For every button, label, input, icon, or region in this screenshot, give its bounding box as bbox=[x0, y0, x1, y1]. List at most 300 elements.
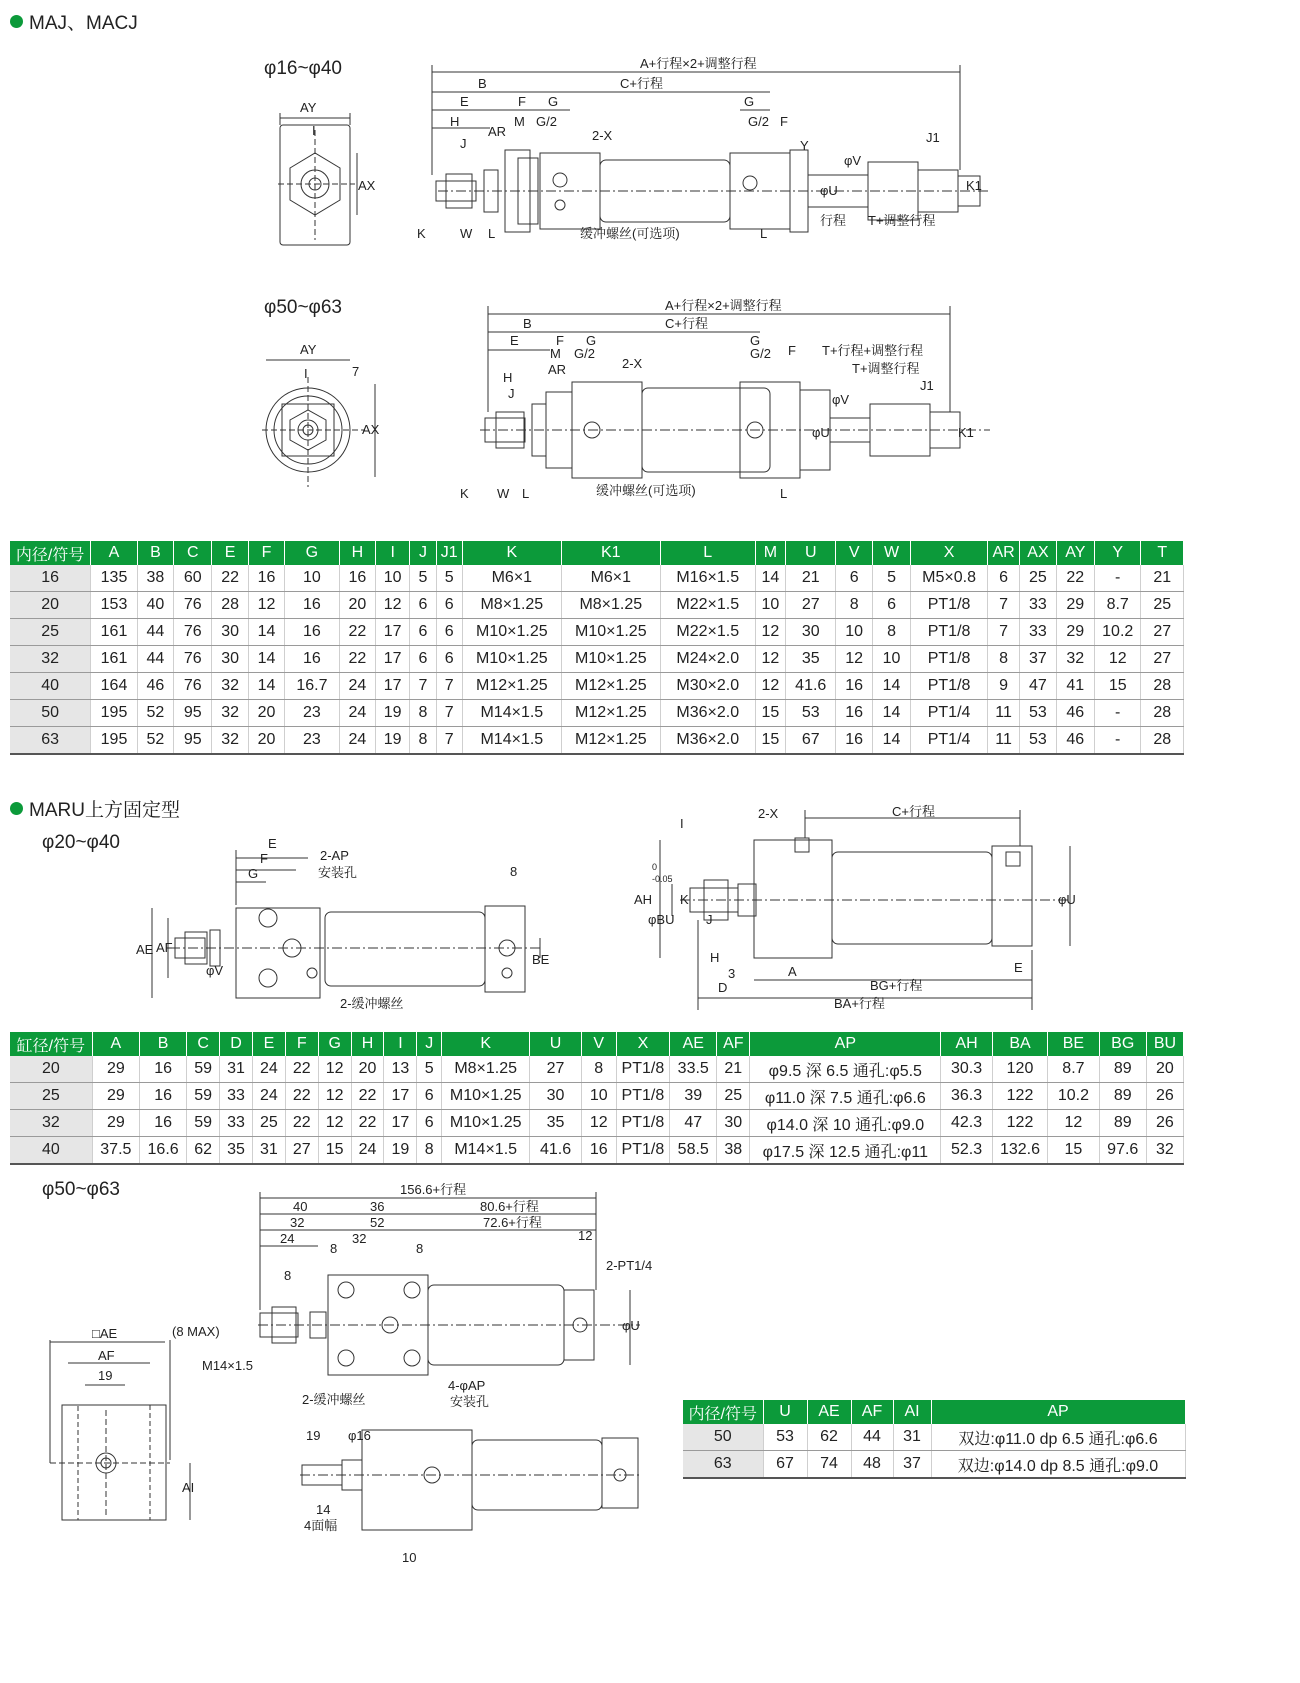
svg-text:φU: φU bbox=[622, 1318, 640, 1333]
column-header: F bbox=[285, 1032, 318, 1056]
table-cell: M6×1 bbox=[561, 565, 660, 592]
table-cell: 47 bbox=[670, 1110, 717, 1137]
table-cell: 25 bbox=[1020, 565, 1056, 592]
table-cell: 30.3 bbox=[941, 1056, 992, 1083]
svg-text:BE: BE bbox=[532, 952, 550, 967]
svg-text:G/2: G/2 bbox=[750, 346, 771, 361]
svg-text:M: M bbox=[514, 114, 525, 129]
table-cell: 95 bbox=[174, 700, 212, 727]
table-cell: 8 bbox=[410, 727, 436, 755]
table-cell: 14 bbox=[755, 565, 785, 592]
table-cell: - bbox=[1094, 727, 1140, 755]
table-cell: 20 bbox=[351, 1056, 384, 1083]
svg-text:H: H bbox=[450, 114, 460, 129]
table-cell: 33 bbox=[220, 1110, 253, 1137]
table-cell: 195 bbox=[91, 727, 137, 755]
table-cell: 6 bbox=[987, 565, 1019, 592]
table-cell: 15 bbox=[1048, 1137, 1099, 1165]
svg-text:G: G bbox=[744, 94, 755, 109]
row-label-cell: 16 bbox=[10, 565, 91, 592]
table-cell: 52.3 bbox=[941, 1137, 992, 1165]
svg-text:2-缓冲螺丝: 2-缓冲螺丝 bbox=[302, 1392, 366, 1407]
table-cell: 12 bbox=[318, 1056, 351, 1083]
svg-text:12: 12 bbox=[578, 1228, 593, 1243]
svg-text:32: 32 bbox=[352, 1231, 367, 1246]
table-cell: 74 bbox=[807, 1451, 851, 1479]
table-cell: PT1/8 bbox=[911, 673, 988, 700]
table-cell: 35 bbox=[530, 1110, 581, 1137]
svg-text:I: I bbox=[312, 123, 316, 138]
row-label-cell: 63 bbox=[10, 727, 91, 755]
svg-text:H: H bbox=[710, 950, 720, 965]
table-cell: 41.6 bbox=[530, 1137, 581, 1165]
table-cell: 16 bbox=[285, 646, 340, 673]
svg-text:H: H bbox=[503, 370, 513, 385]
svg-text:10: 10 bbox=[402, 1550, 417, 1565]
table-cell: 161 bbox=[91, 619, 137, 646]
svg-text:J1: J1 bbox=[926, 130, 940, 145]
table-row bbox=[683, 1451, 1185, 1479]
svg-text:AE: AE bbox=[136, 942, 154, 957]
table-cell: 10 bbox=[285, 565, 340, 592]
table-cell: 22 bbox=[285, 1110, 318, 1137]
table-cell: 31 bbox=[893, 1424, 931, 1451]
table-cell: 12 bbox=[1048, 1110, 1099, 1137]
column-header: D bbox=[220, 1032, 253, 1056]
svg-text:φV: φV bbox=[844, 153, 862, 168]
column-header: M bbox=[755, 541, 785, 565]
table-cell: 59 bbox=[187, 1083, 220, 1110]
column-header: I bbox=[384, 1032, 417, 1056]
svg-text:K: K bbox=[680, 892, 689, 907]
table-cell: 12 bbox=[581, 1110, 616, 1137]
table-cell: PT1/8 bbox=[616, 1083, 669, 1110]
column-header: BE bbox=[1048, 1032, 1099, 1056]
column-header: U bbox=[763, 1400, 807, 1424]
column-header: V bbox=[836, 541, 872, 565]
table-cell: 15 bbox=[755, 700, 785, 727]
table-cell: 30 bbox=[530, 1083, 581, 1110]
table-cell: 22 bbox=[339, 646, 375, 673]
table-header-row bbox=[683, 1400, 1185, 1424]
svg-text:J: J bbox=[460, 136, 467, 151]
svg-text:安装孔: 安装孔 bbox=[450, 1394, 490, 1409]
svg-text:F: F bbox=[260, 851, 268, 866]
table-cell: 27 bbox=[1141, 646, 1184, 673]
table-cell: 7 bbox=[987, 592, 1019, 619]
table-cell: 16 bbox=[836, 727, 872, 755]
table-row bbox=[10, 727, 1184, 755]
table-cell: 20 bbox=[248, 727, 284, 755]
svg-text:-0.05: -0.05 bbox=[652, 874, 673, 884]
column-header: K bbox=[462, 541, 561, 565]
table-cell: 28 bbox=[1141, 727, 1184, 755]
table-cell: 31 bbox=[220, 1056, 253, 1083]
row-label-cell: 32 bbox=[10, 1110, 92, 1137]
table-cell: 32 bbox=[1146, 1137, 1183, 1165]
bore-range-label: φ50~φ63 bbox=[42, 1179, 121, 1200]
svg-text:BA+行程: BA+行程 bbox=[834, 996, 885, 1011]
table-cell: 44 bbox=[137, 619, 173, 646]
table-cell: 8 bbox=[410, 700, 436, 727]
table-row bbox=[10, 565, 1184, 592]
svg-text:0: 0 bbox=[652, 862, 658, 872]
table-cell: 37 bbox=[1020, 646, 1056, 673]
table-cell: 8 bbox=[581, 1056, 616, 1083]
svg-text:52: 52 bbox=[370, 1215, 385, 1230]
table-cell: 7 bbox=[436, 727, 462, 755]
row-label-cell: 40 bbox=[10, 1137, 92, 1165]
table-row bbox=[10, 592, 1184, 619]
table-cell: 53 bbox=[1020, 700, 1056, 727]
table-cell: 7 bbox=[987, 619, 1019, 646]
svg-text:3: 3 bbox=[728, 966, 736, 981]
svg-text:G: G bbox=[548, 94, 559, 109]
column-header: H bbox=[339, 541, 375, 565]
column-header: B bbox=[137, 541, 173, 565]
svg-text:K: K bbox=[460, 486, 469, 501]
svg-text:AF: AF bbox=[156, 940, 173, 955]
table-cell: M12×1.25 bbox=[561, 700, 660, 727]
svg-text:φU: φU bbox=[1058, 892, 1076, 907]
column-header: BG bbox=[1099, 1032, 1146, 1056]
svg-text:F: F bbox=[518, 94, 526, 109]
table-cell: 17 bbox=[384, 1110, 417, 1137]
table-cell: 23 bbox=[285, 727, 340, 755]
table-cell: 62 bbox=[807, 1424, 851, 1451]
table-cell: 132.6 bbox=[992, 1137, 1047, 1165]
svg-text:J: J bbox=[508, 386, 515, 401]
svg-text:E: E bbox=[1014, 960, 1023, 975]
table-cell: 76 bbox=[174, 592, 212, 619]
svg-text:L: L bbox=[488, 226, 496, 241]
table-cell: 14 bbox=[872, 700, 910, 727]
table-cell: 32 bbox=[1056, 646, 1094, 673]
svg-text:I: I bbox=[680, 816, 684, 831]
table-cell: 16 bbox=[836, 700, 872, 727]
column-header: BA bbox=[992, 1032, 1047, 1056]
column-header: AH bbox=[941, 1032, 992, 1056]
table-cell: 6 bbox=[417, 1083, 442, 1110]
table-cell: 6 bbox=[410, 646, 436, 673]
table-cell: 35 bbox=[786, 646, 836, 673]
table-cell: 13 bbox=[384, 1056, 417, 1083]
table-cell: 22 bbox=[351, 1083, 384, 1110]
svg-text:24: 24 bbox=[280, 1231, 295, 1246]
table-cell: 17 bbox=[376, 619, 410, 646]
table-cell: 5 bbox=[417, 1056, 442, 1083]
table-cell: PT1/8 bbox=[911, 619, 988, 646]
table-cell: 35 bbox=[220, 1137, 253, 1165]
column-header: J bbox=[410, 541, 436, 565]
column-header: AY bbox=[1056, 541, 1094, 565]
table-cell: 53 bbox=[786, 700, 836, 727]
svg-text:G: G bbox=[586, 333, 597, 348]
table-cell: 12 bbox=[248, 592, 284, 619]
table-row bbox=[10, 646, 1184, 673]
table-cell: M10×1.25 bbox=[561, 619, 660, 646]
column-header: G bbox=[318, 1032, 351, 1056]
column-header: G bbox=[285, 541, 340, 565]
table-cell: 30 bbox=[717, 1110, 750, 1137]
svg-text:安装孔: 安装孔 bbox=[318, 865, 358, 880]
column-header: X bbox=[616, 1032, 669, 1056]
table-cell: M8×1.25 bbox=[561, 592, 660, 619]
spec-table-maru-large bbox=[683, 1400, 1186, 1479]
table-cell: 14 bbox=[248, 619, 284, 646]
table-cell: 24 bbox=[252, 1056, 285, 1083]
table-cell: M10×1.25 bbox=[462, 646, 561, 673]
table-cell: 46 bbox=[137, 673, 173, 700]
table-cell: 60 bbox=[174, 565, 212, 592]
table-cell: 15 bbox=[1094, 673, 1140, 700]
table-cell: 36.3 bbox=[941, 1083, 992, 1110]
svg-text:F: F bbox=[556, 333, 564, 348]
table-cell: 17 bbox=[376, 673, 410, 700]
table-cell: 153 bbox=[91, 592, 137, 619]
table-cell: 122 bbox=[992, 1110, 1047, 1137]
svg-text:J: J bbox=[706, 912, 713, 927]
table-cell: 20 bbox=[248, 700, 284, 727]
table-cell: 164 bbox=[91, 673, 137, 700]
table-cell: 6 bbox=[417, 1110, 442, 1137]
row-label-cell: 32 bbox=[10, 646, 91, 673]
table-cell: φ14.0 深 10 通孔:φ9.0 bbox=[750, 1110, 941, 1137]
table-cell: 31 bbox=[252, 1137, 285, 1165]
table-cell: 6 bbox=[872, 592, 910, 619]
table-cell: 89 bbox=[1099, 1083, 1146, 1110]
row-label-cell: 50 bbox=[683, 1424, 763, 1451]
table-cell: 5 bbox=[410, 565, 436, 592]
column-header: X bbox=[911, 541, 988, 565]
table-cell: 29 bbox=[1056, 619, 1094, 646]
table-row bbox=[10, 1110, 1184, 1137]
svg-text:M14×1.5: M14×1.5 bbox=[202, 1358, 253, 1373]
table-cell: 52 bbox=[137, 727, 173, 755]
table-cell: M12×1.25 bbox=[561, 673, 660, 700]
table-row bbox=[10, 1056, 1184, 1083]
table-cell: 8 bbox=[417, 1137, 442, 1165]
column-header: J1 bbox=[436, 541, 462, 565]
column-header: AF bbox=[717, 1032, 750, 1056]
svg-text:□AE: □AE bbox=[92, 1326, 118, 1341]
table-cell: 16 bbox=[581, 1137, 616, 1165]
table-cell: φ9.5 深 6.5 通孔:φ5.5 bbox=[750, 1056, 941, 1083]
dimension-labels bbox=[300, 298, 974, 501]
table-cell: 42.3 bbox=[941, 1110, 992, 1137]
row-label-cell: 50 bbox=[10, 700, 91, 727]
table-cell: PT1/8 bbox=[616, 1110, 669, 1137]
table-cell: 12 bbox=[318, 1083, 351, 1110]
dimension-drawing-maj-large bbox=[260, 292, 1000, 517]
table-cell: M10×1.25 bbox=[442, 1110, 530, 1137]
table-cell: 29 bbox=[1056, 592, 1094, 619]
table-cell: 27 bbox=[1141, 619, 1184, 646]
svg-text:行程: 行程 bbox=[820, 213, 847, 228]
table-cell: 21 bbox=[1141, 565, 1184, 592]
svg-text:φU: φU bbox=[812, 425, 830, 440]
column-header: C bbox=[174, 541, 212, 565]
table-cell: M12×1.25 bbox=[462, 673, 561, 700]
svg-text:E: E bbox=[268, 836, 277, 851]
svg-text:C+行程: C+行程 bbox=[892, 804, 935, 819]
table-cell: 62 bbox=[187, 1137, 220, 1165]
table-cell: 6 bbox=[836, 565, 872, 592]
svg-text:40: 40 bbox=[293, 1199, 308, 1214]
svg-text:T+行程+调整行程: T+行程+调整行程 bbox=[822, 343, 924, 358]
column-header: 缸径/符号 bbox=[10, 1032, 92, 1056]
table-cell: 37 bbox=[893, 1451, 931, 1479]
table-cell: 76 bbox=[174, 673, 212, 700]
svg-text:8: 8 bbox=[330, 1241, 338, 1256]
row-label-cell: 25 bbox=[10, 619, 91, 646]
table-cell: 8.7 bbox=[1048, 1056, 1099, 1083]
bore-range-label: φ50~φ63 bbox=[264, 297, 343, 318]
table-cell: 7 bbox=[436, 673, 462, 700]
column-header: L bbox=[660, 541, 755, 565]
table-cell: 25 bbox=[1141, 592, 1184, 619]
table-cell: 10.2 bbox=[1094, 619, 1140, 646]
table-cell: 双边:φ14.0 dp 8.5 通孔:φ9.0 bbox=[931, 1451, 1185, 1479]
table-cell: 23 bbox=[285, 700, 340, 727]
table-cell: 6 bbox=[410, 619, 436, 646]
column-header: U bbox=[530, 1032, 581, 1056]
dimension-drawing-maru-side bbox=[130, 830, 570, 1020]
table-cell: 10.2 bbox=[1048, 1083, 1099, 1110]
column-header: AF bbox=[851, 1400, 893, 1424]
table-cell: 22 bbox=[285, 1056, 318, 1083]
table-cell: 48 bbox=[851, 1451, 893, 1479]
svg-text:2-PT1/4: 2-PT1/4 bbox=[606, 1258, 653, 1273]
table-cell: 5 bbox=[872, 565, 910, 592]
svg-text:A+行程×2+调整行程: A+行程×2+调整行程 bbox=[665, 298, 782, 313]
table-cell: 67 bbox=[763, 1451, 807, 1479]
column-header: Y bbox=[1094, 541, 1140, 565]
column-header: AI bbox=[893, 1400, 931, 1424]
table-cell: 16.6 bbox=[139, 1137, 186, 1165]
table-cell: 89 bbox=[1099, 1056, 1146, 1083]
table-cell: 20 bbox=[339, 592, 375, 619]
svg-text:8: 8 bbox=[416, 1241, 424, 1256]
svg-text:AR: AR bbox=[488, 124, 507, 139]
svg-text:φV: φV bbox=[206, 963, 224, 978]
table-cell: 12 bbox=[755, 673, 785, 700]
svg-text:J1: J1 bbox=[920, 378, 934, 393]
table-cell: PT1/8 bbox=[616, 1056, 669, 1083]
table-cell: 33.5 bbox=[670, 1056, 717, 1083]
table-cell: 6 bbox=[410, 592, 436, 619]
svg-text:80.6+行程: 80.6+行程 bbox=[480, 1199, 539, 1214]
column-header: 内径/符号 bbox=[10, 541, 91, 565]
row-label-cell: 40 bbox=[10, 673, 91, 700]
svg-text:8: 8 bbox=[510, 864, 518, 879]
svg-text:2-X: 2-X bbox=[758, 806, 779, 821]
dimension-drawing-maj-small bbox=[260, 50, 1000, 265]
table-cell: 32 bbox=[212, 727, 248, 755]
row-label-cell: 20 bbox=[10, 1056, 92, 1083]
table-cell: 5 bbox=[436, 565, 462, 592]
table-cell: PT1/8 bbox=[911, 646, 988, 673]
svg-text:8: 8 bbox=[284, 1268, 292, 1283]
dimension-labels bbox=[92, 1182, 652, 1565]
table-cell: 28 bbox=[1141, 700, 1184, 727]
column-header: F bbox=[248, 541, 284, 565]
svg-text:AY: AY bbox=[300, 342, 317, 357]
table-cell: M30×2.0 bbox=[660, 673, 755, 700]
table-cell: 32 bbox=[212, 673, 248, 700]
table-cell: 97.6 bbox=[1099, 1137, 1146, 1165]
table-cell: 120 bbox=[992, 1056, 1047, 1083]
svg-text:C+行程: C+行程 bbox=[665, 316, 708, 331]
table-cell: 25 bbox=[252, 1110, 285, 1137]
table-cell: φ11.0 深 7.5 通孔:φ6.6 bbox=[750, 1083, 941, 1110]
table-cell: 195 bbox=[91, 700, 137, 727]
column-header: K bbox=[442, 1032, 530, 1056]
svg-text:Y: Y bbox=[800, 138, 809, 153]
column-header: AP bbox=[750, 1032, 941, 1056]
dimension-drawing-maru-front bbox=[620, 800, 1090, 1018]
table-cell: 10 bbox=[836, 619, 872, 646]
table-cell: 30 bbox=[212, 619, 248, 646]
table-cell: 16 bbox=[139, 1056, 186, 1083]
table-cell: PT1/4 bbox=[911, 700, 988, 727]
svg-text:E: E bbox=[460, 94, 469, 109]
svg-text:L: L bbox=[760, 226, 768, 241]
svg-text:L: L bbox=[780, 486, 788, 501]
table-cell: 27 bbox=[530, 1056, 581, 1083]
table-cell: 16 bbox=[248, 565, 284, 592]
table-cell: 10 bbox=[581, 1083, 616, 1110]
table-cell: 30 bbox=[786, 619, 836, 646]
svg-text:G/2: G/2 bbox=[748, 114, 769, 129]
table-cell: 10 bbox=[376, 565, 410, 592]
svg-text:G/2: G/2 bbox=[574, 346, 595, 361]
table-cell: 44 bbox=[137, 646, 173, 673]
table-cell: 29 bbox=[92, 1083, 139, 1110]
table-cell: 11 bbox=[987, 727, 1019, 755]
table-row bbox=[683, 1424, 1185, 1451]
table-cell: 10 bbox=[755, 592, 785, 619]
table-cell: 16 bbox=[339, 565, 375, 592]
table-cell: 16.7 bbox=[285, 673, 340, 700]
table-cell: 59 bbox=[187, 1110, 220, 1137]
table-cell: 12 bbox=[318, 1110, 351, 1137]
svg-text:36: 36 bbox=[370, 1199, 385, 1214]
table-cell: M16×1.5 bbox=[660, 565, 755, 592]
table-cell: 6 bbox=[436, 619, 462, 646]
svg-text:D: D bbox=[718, 980, 728, 995]
table-cell: 8.7 bbox=[1094, 592, 1140, 619]
table-cell: 24 bbox=[339, 673, 375, 700]
svg-text:L: L bbox=[522, 486, 530, 501]
table-cell: 41 bbox=[1056, 673, 1094, 700]
svg-text:AX: AX bbox=[362, 422, 380, 437]
table-cell: 8 bbox=[987, 646, 1019, 673]
svg-text:72.6+行程: 72.6+行程 bbox=[483, 1215, 542, 1230]
table-cell: 17 bbox=[376, 646, 410, 673]
table-cell: M36×2.0 bbox=[660, 700, 755, 727]
table-cell: M22×1.5 bbox=[660, 619, 755, 646]
svg-text:AH: AH bbox=[634, 892, 653, 907]
table-cell: M8×1.25 bbox=[442, 1056, 530, 1083]
column-header: V bbox=[581, 1032, 616, 1056]
row-label-cell: 20 bbox=[10, 592, 91, 619]
table-cell: 21 bbox=[786, 565, 836, 592]
svg-text:G/2: G/2 bbox=[536, 114, 557, 129]
table-cell: 33 bbox=[220, 1083, 253, 1110]
table-cell: 135 bbox=[91, 565, 137, 592]
table-cell: 19 bbox=[376, 727, 410, 755]
